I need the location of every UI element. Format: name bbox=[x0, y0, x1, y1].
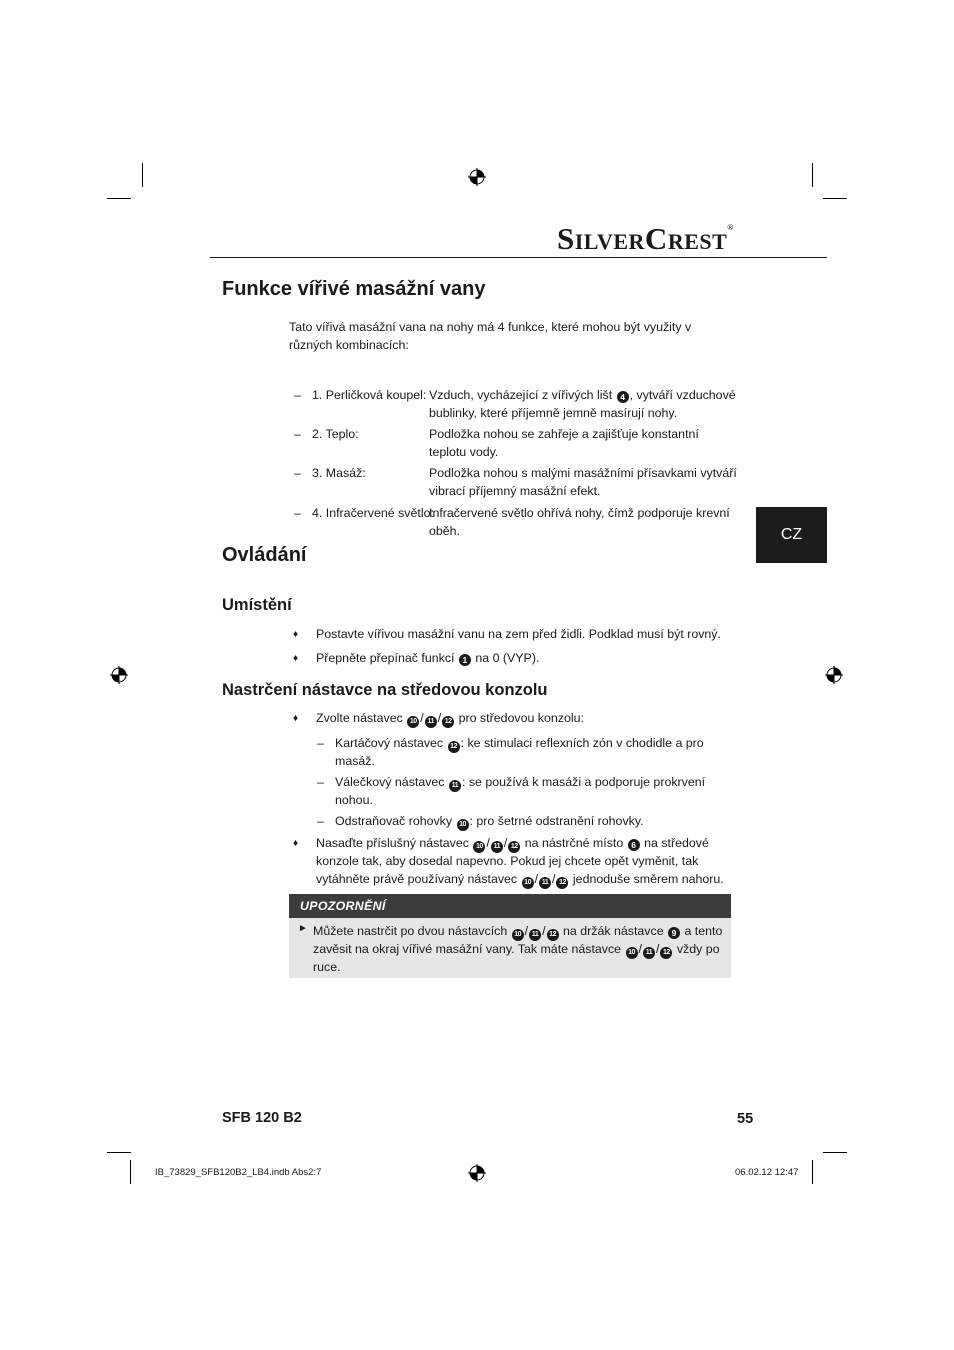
item-number-10: 10 bbox=[512, 929, 524, 941]
section-title-functions: Funkce vířivé masážní vany bbox=[222, 278, 486, 300]
item-number-10: 10 bbox=[457, 819, 469, 831]
item-number-4: 4 bbox=[617, 391, 629, 403]
item-number-10: 10 bbox=[473, 841, 485, 853]
item-number-11: 11 bbox=[491, 841, 503, 853]
item-number-11: 11 bbox=[539, 877, 551, 889]
item-number-12: 12 bbox=[448, 741, 460, 753]
intro-paragraph: Tato vířivá masážní vana na nohy má 4 funkce, které mohou být využity v různých kombinacích: bbox=[289, 320, 692, 352]
function-description: Podložka nohou s malými masážními přísavkami vytváří vibrací příjemný masážní efekt. bbox=[429, 466, 737, 498]
crop-mark bbox=[142, 163, 143, 187]
item-number-11: 11 bbox=[529, 929, 541, 941]
page-number: 55 bbox=[737, 1111, 754, 1127]
subsection-title-placement: Umístění bbox=[222, 596, 292, 614]
imprint-file: IB_73829_SFB120B2_LB4.indb Abs2:7 bbox=[155, 1167, 322, 1178]
function-term: 1. Perličková koupel: bbox=[312, 388, 427, 402]
silvercrest-logo: SILVERCREST® bbox=[557, 221, 734, 256]
function-description: Infračervené světlo ohřívá nohy, čímž podporuje krevní oběh. bbox=[429, 506, 730, 538]
item-number-10: 10 bbox=[407, 716, 419, 728]
item-number-12: 12 bbox=[556, 877, 568, 889]
item-number-9: 9 bbox=[668, 927, 680, 939]
crop-mark bbox=[130, 1160, 131, 1184]
function-description: Vzduch, vycházející z vířivých lišt 4 , vytváří vzduchové bublinky, které příjemně jemně masírují nohy. bbox=[429, 388, 736, 420]
item-number-12: 12 bbox=[547, 929, 559, 941]
item-number-12: 12 bbox=[660, 947, 672, 959]
language-tab: CZ bbox=[756, 507, 827, 563]
diamond-bullet-icon: ♦ bbox=[293, 838, 299, 849]
item-number-12: 12 bbox=[442, 716, 454, 728]
arrow-right-icon: ► bbox=[298, 923, 308, 934]
registration-mark-icon bbox=[468, 1164, 486, 1182]
item-number-10: 10 bbox=[522, 877, 534, 889]
diamond-bullet-icon: ♦ bbox=[293, 629, 299, 640]
function-term: 3. Masáž: bbox=[312, 466, 366, 480]
subsection-title-attach: Nastrčení nástavce na středovou konzolu bbox=[222, 681, 548, 699]
header-rule bbox=[210, 257, 827, 258]
registration-mark-icon bbox=[825, 666, 843, 684]
crop-mark bbox=[823, 198, 847, 199]
section-title-operation: Ovládání bbox=[222, 544, 307, 566]
function-term: 2. Teplo: bbox=[312, 427, 359, 441]
item-number-11: 11 bbox=[449, 780, 461, 792]
item-number-10: 10 bbox=[626, 947, 638, 959]
crop-mark bbox=[812, 163, 813, 187]
note-body: ► Můžete nastrčit po dvou nástavcích 10 / 11 / 12 na držák nástavce 9 a tento zavěsit na okraj vířivé masážní vany. Tak máte nástavce 10 / 11 / 12 vždy po ruce. bbox=[289, 918, 731, 978]
item-number-11: 11 bbox=[425, 716, 437, 728]
function-term: 4. Infračervené světlo: bbox=[312, 506, 434, 520]
registration-mark-icon bbox=[110, 666, 128, 684]
crop-mark bbox=[107, 1152, 131, 1153]
note-header: UPOZORNĚNÍ bbox=[289, 894, 731, 918]
item-number-12: 12 bbox=[508, 841, 520, 853]
item-number-1: 1 bbox=[459, 654, 471, 666]
diamond-bullet-icon: ♦ bbox=[293, 653, 299, 664]
function-description: Podložka nohou se zahřeje a zajišťuje konstantní teplotu vody. bbox=[429, 427, 699, 459]
crop-mark bbox=[107, 198, 131, 199]
item-number-11: 11 bbox=[643, 947, 655, 959]
diamond-bullet-icon: ♦ bbox=[293, 713, 299, 724]
registration-mark-icon bbox=[468, 168, 486, 186]
footer-model: SFB 120 B2 bbox=[222, 1110, 302, 1126]
crop-mark bbox=[823, 1152, 847, 1153]
imprint-date: 06.02.12 12:47 bbox=[735, 1167, 799, 1178]
crop-mark bbox=[812, 1160, 813, 1184]
item-number-6: 6 bbox=[628, 839, 640, 851]
